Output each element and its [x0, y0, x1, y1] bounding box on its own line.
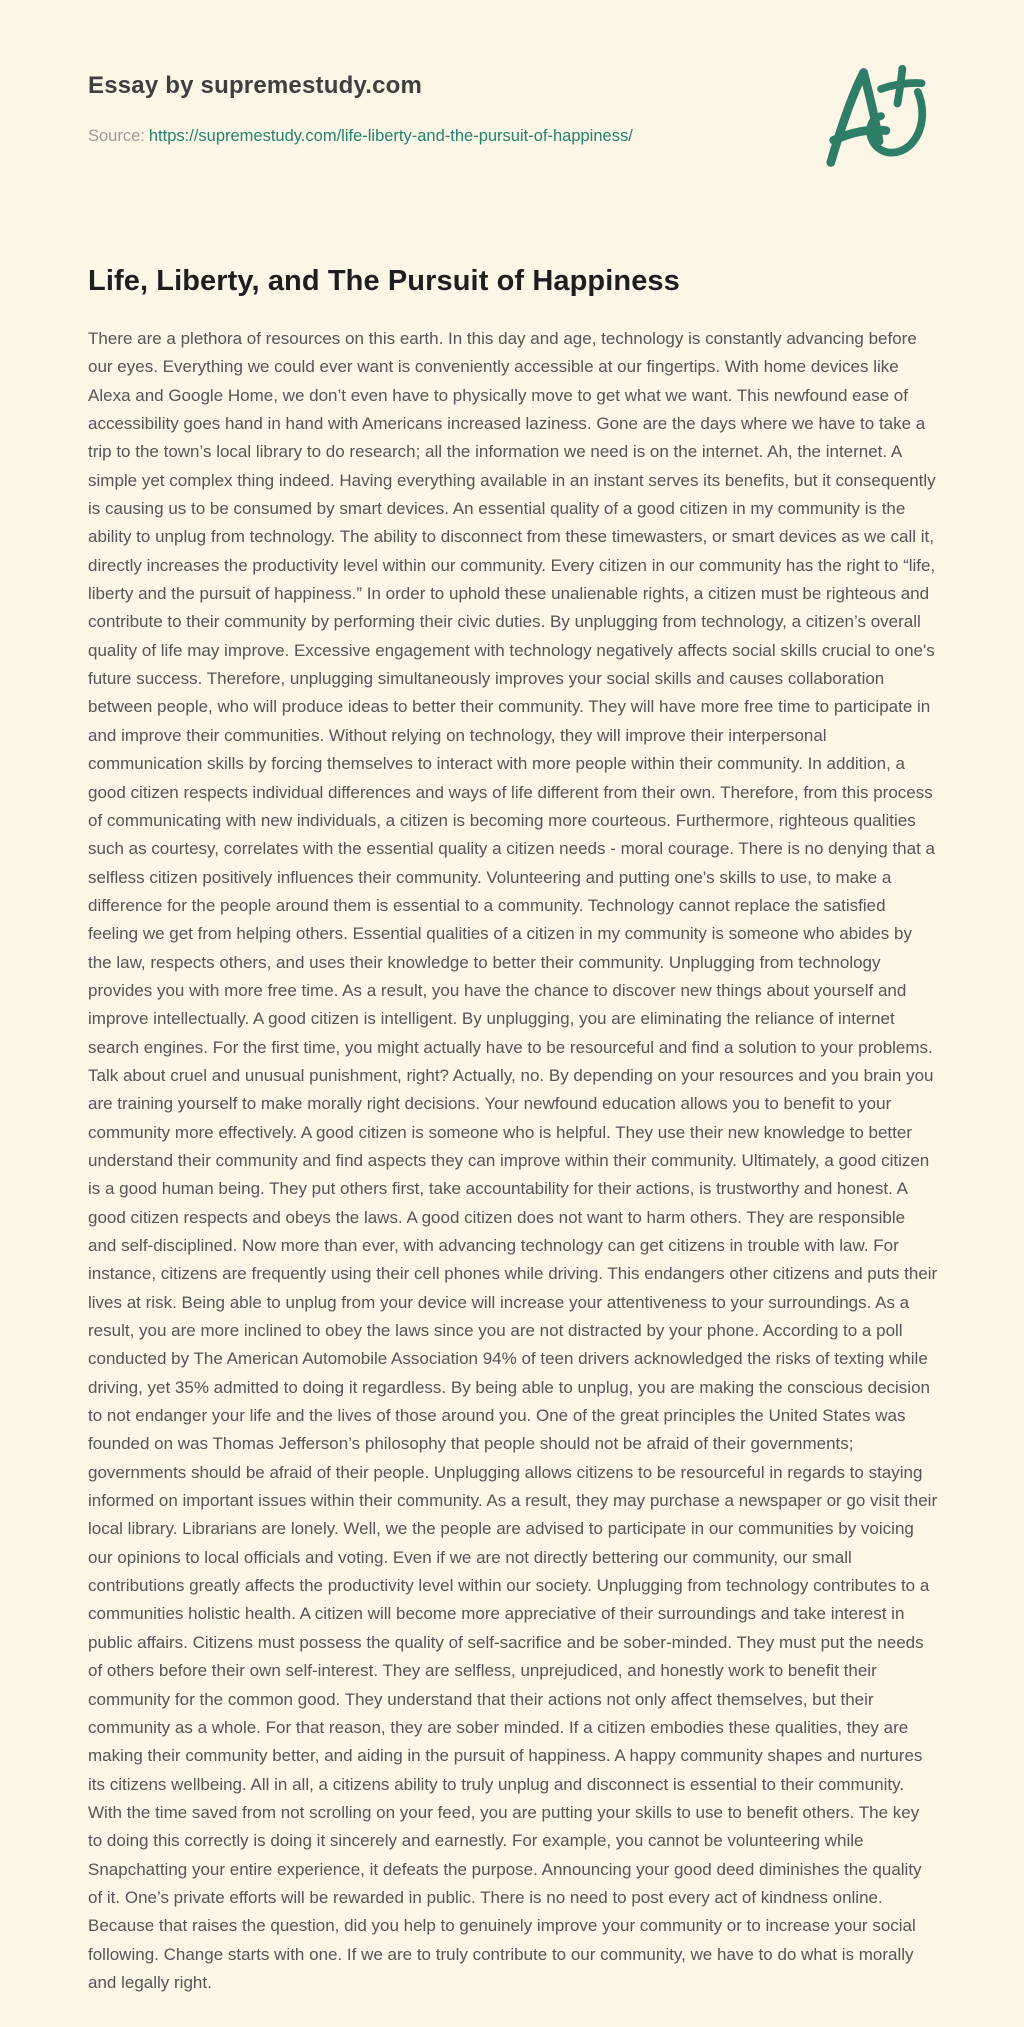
essay-content	[88, 265, 936, 1997]
source-line	[88, 127, 936, 146]
site-title: Essay by supremestudy.com	[88, 72, 423, 99]
essay-title: Life, Liberty, and The Pursuit of Happiness	[88, 265, 680, 297]
source-label: Source:	[88, 127, 145, 145]
essay-body-text: There are a plethora of resources on this earth. In this day and age, technology is constantly advancing before our eyes. Everything we could ever want is conveniently accessible at our fingertips. With home devices like Alexa and Google Home, we don’t even have to physically move to get what we want. This newfound ease of accessibility goes hand in hand with Americans increased laziness. Gone are the days where we have to take a trip to the town’s local library to do research; all the information we need is on the internet. Ah, the internet. A simple yet complex thing indeed. Having everything available in an instant serves its benefits, but it consequently is causing us to be consumed by smart devices. An essential quality of a good citizen in my community is the ability to unplug from technology. The ability to disconnect from these timewasters, or smart devices as we call it, directly increases the productivity level within our community. Every citizen in our community has the right to “life, liberty and the pursuit of happiness.” In order to uphold these unalienable rights, a citizen must be righteous and contribute to their community by performing their civic duties. By unplugging from technology, a citizen’s overall quality of life may improve. Excessive engagement with technology negatively affects social skills crucial to one's future success. Therefore, unplugging simultaneously improves your social skills and causes collaboration between people, who will produce ideas to better their community. They will have more free time to participate in and improve their communities. Without relying on technology, they will improve their interpersonal communication skills by forcing themselves to interact with more people within their community. In addition, a good citizen respects individual differences and ways of life different from their own. Therefore, from this process of communicating with new individuals, a citizen is becoming more courteous. Furthermore, righteous qualities such as courtesy, correlates with the essential quality a citizen needs - moral courage. There is no denying that a selfless citizen positively influences their community. Volunteering and putting one's skills to use, to make a difference for the people around them is essential to a community. Technology cannot replace the satisfied feeling we get from helping others. Essential qualities of a citizen in my community is someone who abides by the law, respects others, and uses their knowledge to better their community. Unplugging from technology provides you with more free time. As a result, you have the chance to discover new things about yourself and improve intellectually. A good citizen is intelligent. By unplugging, you are eliminating the reliance of internet search engines. For the first time, you might actually have to be resourceful and find a solution to your problems. Talk about cruel and unusual punishment, right? Actually, no. By depending on your resources and you brain you are training yourself to make morally right decisions. Your newfound education allows you to benefit to your community more effectively. A good citizen is someone who is helpful. They use their new knowledge to better understand their community and find aspects they can improve within their community. Ultimately, a good citizen is a good human being. They put others first, take accountability for their actions, is trustworthy and honest. A good citizen respects and obeys the laws. A good citizen does not want to harm others. They are responsible and self-disciplined. Now more than ever, with advancing technology can get citizens in trouble with law. For instance, citizens are frequently using their cell phones while driving. This endangers other citizens and puts their lives at risk. Being able to unplug from your device will increase your attentiveness to your surroundings. As a result, you are more inclined to obey the laws since you are not distracted by your phone. According to a poll conducted by The American Automobile Association 94% of teen drivers acknowledged the risks of texting while driving, yet 35% admitted to doing it regardless. By being able to unplug, you are making the conscious decision to not endanger your life and the lives of those around you. One of the great principles the United States was founded on was Thomas Jefferson’s philosophy that people should not be afraid of their governments; governments should be afraid of their people. Unplugging allows citizens to be resourceful in regards to staying informed on important issues within their community. As a result, they may purchase a newspaper or go visit their local library. Librarians are lonely. Well, we the people are advised to participate in our communities by voicing our opinions to local officials and voting. Even if we are not directly bettering our community, our small contributions greatly affects the productivity level within our society. Unplugging from technology contributes to a communities holistic health. A citizen will become more appreciative of their surroundings and take interest in public affairs. Citizens must possess the quality of self-sacrifice and be sober-minded. They must put the needs of others before their own self-interest. They are selfless, unprejudiced, and honestly work to benefit their community for the common good. They understand that their actions not only affect themselves, but their community as a whole. For that reason, they are sober minded. If a citizen embodies these qualities, they are making their community better, and aiding in the pursuit of happiness. A happy community shapes and nurtures its citizens wellbeing. All in all, a citizens ability to truly unplug and disconnect is essential to their community. With the time saved from not scrolling on your feed, you are putting your skills to use to benefit others. The key to doing this correctly is doing it sincerely and earnestly. For example, you cannot be volunteering while Snapchatting your entire experience, it defeats the purpose. Announcing your good deed diminishes the quality of it. One’s private efforts will be rewarded in public. There is no need to post every act of kindness online. Because that raises the question, did you help to genuinely improve your community or to increase your social following. Change starts with one. If we are to truly contribute to our community, we have to do what is morally and legally right.	[88, 329, 938, 1992]
page-header	[88, 72, 936, 146]
source-link[interactable]: https://supremestudy.com/life-liberty-and-the-pursuit-of-happiness/	[148, 127, 633, 145]
a-plus-logo-icon	[824, 58, 940, 178]
header-text-block	[88, 72, 936, 146]
